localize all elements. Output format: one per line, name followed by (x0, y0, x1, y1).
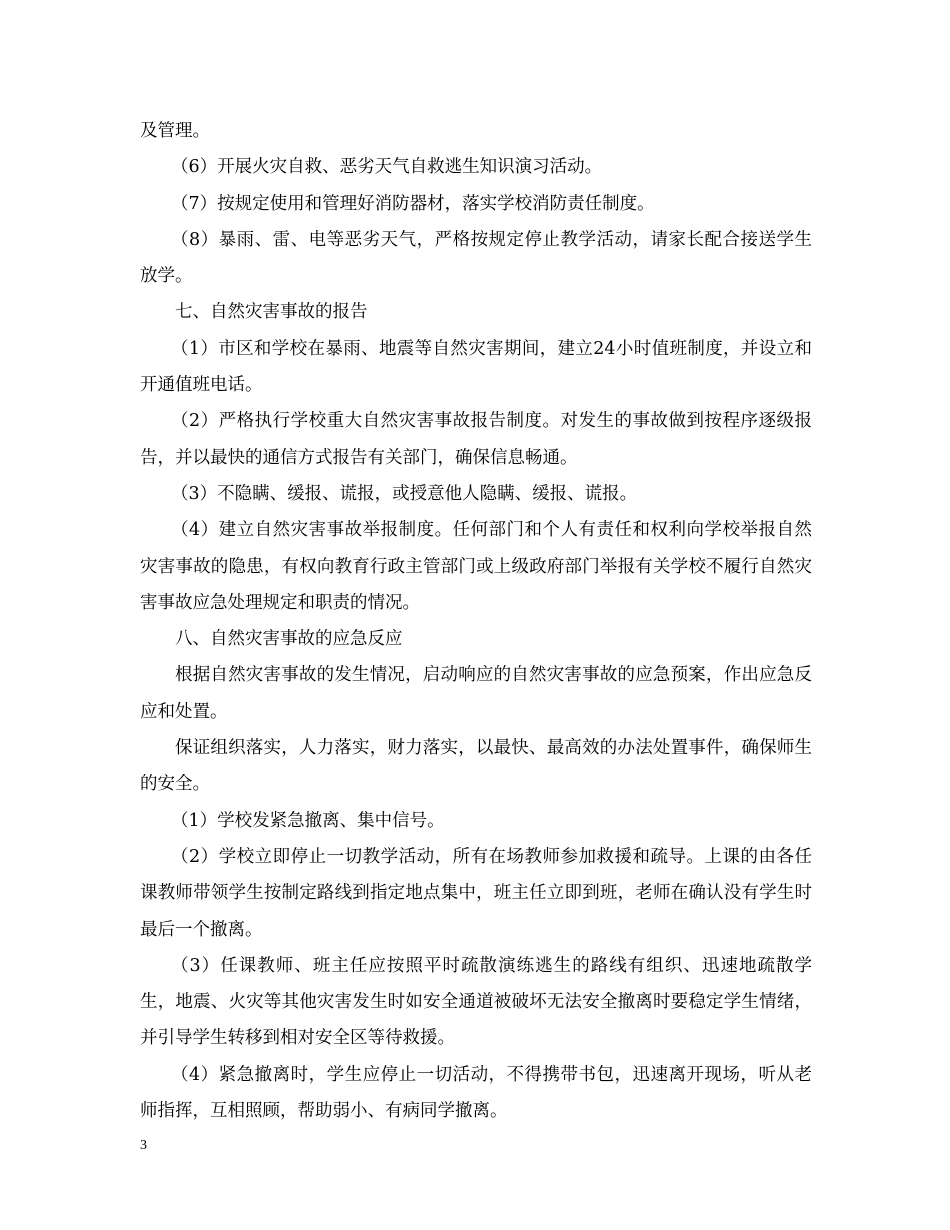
list-item-1: （1）学校发紧急撤离、集中信号。 (171, 810, 445, 831)
page-number: 3 (140, 1138, 147, 1153)
list-item-2: （2）学校立即停止一切教学活动，所有在场教师参加救援和疏导。上课的由各任课教师带领学生按制定路线到指定地点集中，班主任立即到班，老师在确认没有学生时最后一个撤离。 (140, 846, 812, 940)
paragraph-continuation: 及管理。 (140, 121, 210, 141)
list-item-6: （6）开展火灾自救、恶劣天气自救逃生知识演习活动。 (171, 157, 603, 178)
document-body (140, 113, 812, 1129)
body-paragraph: 保证组织落实，人力落实，财力落实，以最快、最高效的办法处置事件，确保师生的安全。 (140, 738, 812, 795)
list-item-3: （3）不隐瞒、缓报、谎报，或授意他人隐瞒、缓报、谎报。 (171, 483, 638, 504)
list-item-7: （7）按规定使用和管理好消防器材，落实学校消防责任制度。 (171, 193, 655, 214)
body-paragraph: 根据自然灾害事故的发生情况，启动响应的自然灾害事故的应急预案，作出应急反应和处置。 (140, 665, 812, 722)
section-heading-8: 八、自然灾害事故的应急反应 (175, 629, 403, 650)
list-item-8: （8）暴雨、雷、电等恶劣天气，严格按规定停止教学活动，请家长配合接送学生放学。 (140, 229, 812, 287)
list-item-1: （1）市区和学校在暴雨、地震等自然灾害期间，建立24小时值班制度，并设立和开通值班电话。 (140, 338, 812, 396)
list-item-4: （4）紧急撤离时，学生应停止一切活动，不得携带书包，迅速离开现场，听从老师指挥，互相照顾，帮助弱小、有病同学撤离。 (140, 1064, 812, 1122)
list-item-4: （4）建立自然灾害事故举报制度。任何部门和个人有责任和权利向学校举报自然灾害事故的隐患，有权向教育行政主管部门或上级政府部门举报有关学校不履行自然灾害事故应急处理规定和职责的情况。 (140, 520, 812, 613)
section-heading-7: 七、自然灾害事故的报告 (175, 302, 368, 323)
list-item-2: （2）严格执行学校重大自然灾害事故报告制度。对发生的事故做到按程序逐级报告，并以最快的通信方式报告有关部门，确保信息畅通。 (140, 411, 812, 468)
list-item-3: （3）任课教师、班主任应按照平时疏散演练逃生的路线有组织、迅速地疏散学生，地震、火灾等其他灾害发生时如安全通道被破坏无法安全撤离时要稳定学生情绪，并引导学生转移到相对安全区等待救援。 (140, 955, 812, 1049)
